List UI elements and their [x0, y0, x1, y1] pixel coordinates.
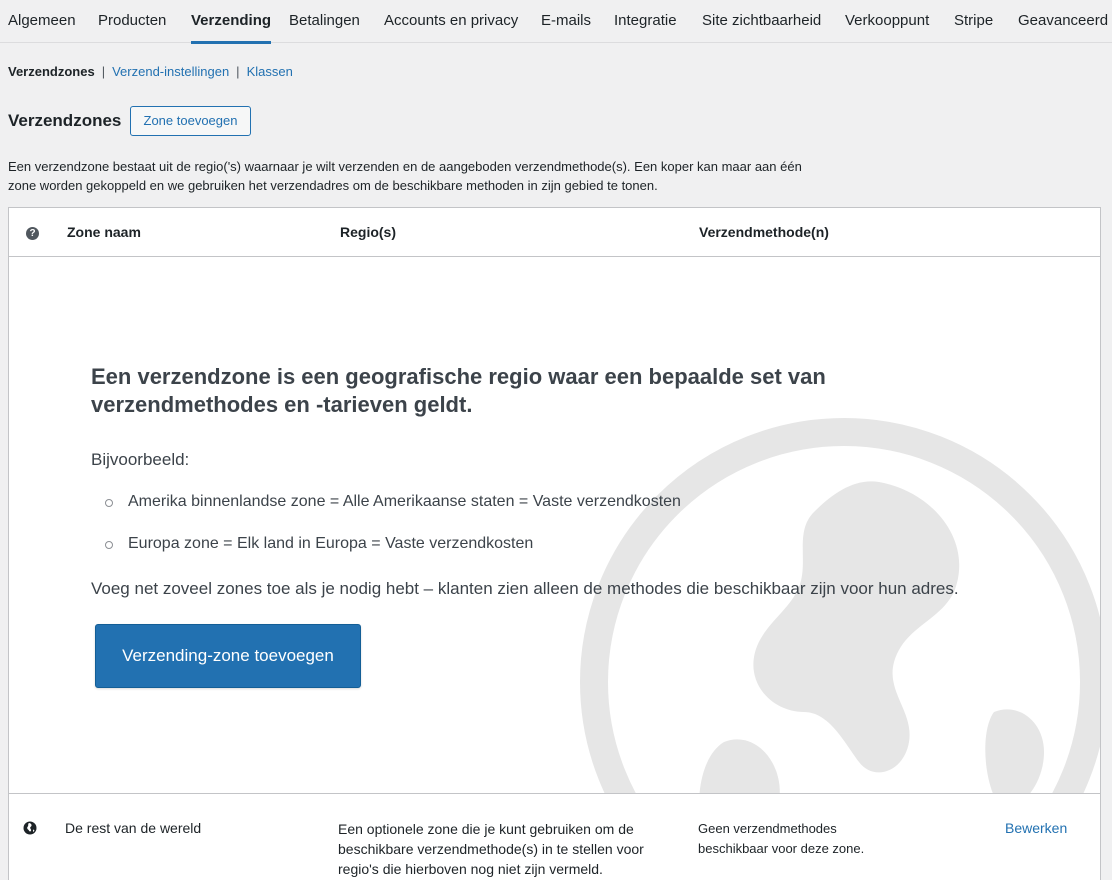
example-label: Bijvoorbeeld: [91, 450, 190, 469]
tab-betalingen[interactable]: Betalingen [289, 12, 360, 29]
subnav-separator: | [101, 64, 106, 79]
list-item: Amerika binnenlandse zone = Alle Amerikaanse staten = Vaste verzendkosten [91, 493, 681, 535]
subnav-link-klassen[interactable]: Klassen [246, 64, 293, 79]
page-title: Verzendzones [8, 111, 122, 130]
column-header-methods: Verzendmethode(n) [699, 224, 829, 240]
list-item: Europa zone = Elk land in Europa = Vaste verzendkosten [91, 535, 681, 577]
tab-algemeen[interactable]: Algemeen [8, 12, 76, 29]
globe-watermark-icon [574, 412, 1100, 793]
shipping-subnav [8, 64, 293, 79]
settings-tabs [0, 0, 1112, 43]
empty-state-title: Een verzendzone is een geografische regio waar een bepaalde set van verzendmethodes en -tarieven geldt. [91, 364, 826, 417]
shipping-zones-table [8, 207, 1101, 880]
tab-geavanceerd[interactable]: Geavanceerd [1018, 12, 1109, 29]
page-description: Een verzendzone bestaat uit de regio('s) waarnaar je wilt verzenden en de aangeboden verzendmethode(s). Een koper kan maar aan één zone worden gekoppeld en we gebruiken het verzendadres om de beschikbare methoden in zijn gebied te tonen. [8, 159, 802, 193]
tab-verkooppunt[interactable]: Verkooppunt [845, 12, 930, 29]
tab-accounts-en-privacy[interactable]: Accounts en privacy [384, 12, 519, 29]
edit-zone-link[interactable]: Bewerken [1005, 820, 1068, 836]
table-header [9, 208, 1100, 257]
subnav-link-verzend-instellingen[interactable]: Verzend-instellingen [112, 64, 230, 79]
tab-site-zichtbaarheid[interactable]: Site zichtbaarheid [702, 12, 822, 29]
zone-name: De rest van de wereld [65, 820, 202, 836]
column-header-regions: Regio(s) [340, 224, 396, 240]
zone-methods: Geen verzendmethodes beschikbaar voor deze zone. [698, 821, 865, 856]
tab-verzending[interactable]: Verzending [191, 0, 271, 43]
example-list [91, 493, 681, 577]
subnav-separator: | [236, 64, 240, 79]
globe-icon [23, 821, 37, 835]
tab-integratie[interactable]: Integratie [614, 12, 677, 29]
table-row-rest-of-world [9, 793, 1100, 880]
empty-state [9, 257, 1100, 793]
empty-state-note: Voeg net zoveel zones toe als je nodig hebt – klanten zien alleen de methodes die beschikbaar zijn voor hun adres. [91, 579, 959, 598]
add-zone-button[interactable]: Zone toevoegen [130, 106, 251, 136]
tab-stripe[interactable]: Stripe [954, 12, 994, 29]
tab-producten[interactable]: Producten [98, 12, 167, 29]
column-header-zone-name: Zone naam [67, 224, 141, 240]
help-icon[interactable]: ? [26, 227, 39, 240]
add-shipping-zone-button[interactable]: Verzending-zone toevoegen [95, 624, 361, 688]
tab-e-mails[interactable]: E-mails [541, 12, 592, 29]
subnav-current-verzendzones: Verzendzones [8, 64, 95, 79]
zone-regions-description: Een optionele zone die je kunt gebruiken om de beschikbare verzendmethode(s) in te stellen voor regio's die hierboven nog niet zijn vermeld. [338, 821, 644, 877]
